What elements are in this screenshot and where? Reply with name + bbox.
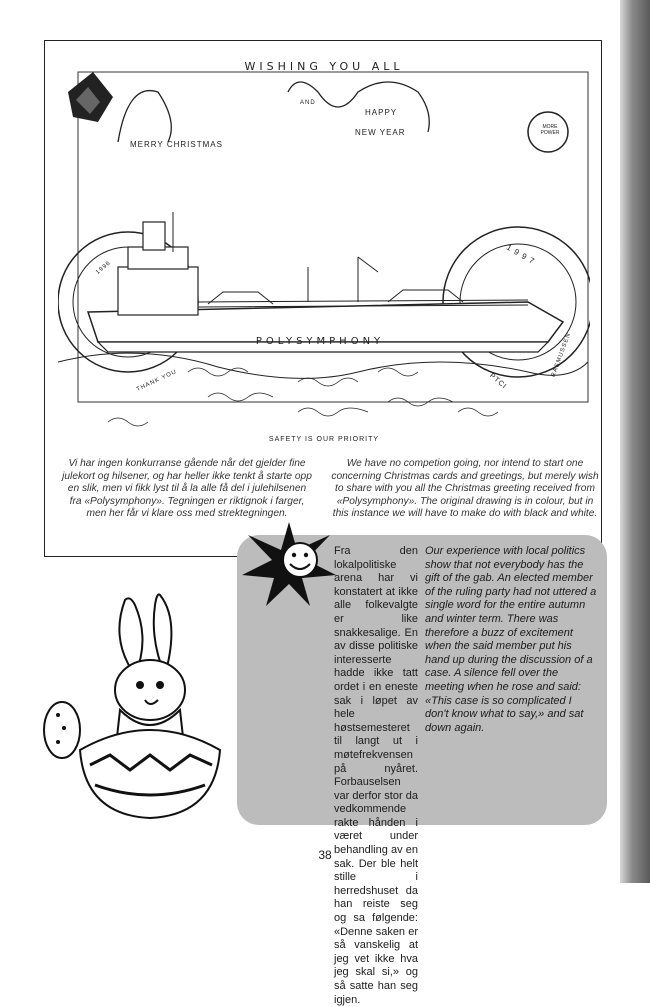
- merry-christmas-text: MERRY CHRISTMAS: [130, 140, 223, 149]
- thank-you-text: THANK YOU: [135, 369, 179, 393]
- year-left-text: 1996: [95, 260, 113, 276]
- and-text: AND: [300, 100, 316, 106]
- caption-norwegian: Vi har ingen konkurranse gående når det gjelder fine julekort og hilsener, og har heller ikke tenkt å starte opp en slik, men vi fikk lyst til å la alle få del i julehilsenen fra «Polysymphony». Tegningen er riktignok i farger, men her får vi klare oss med strektegningen.: [62, 458, 312, 519]
- ship-name-text: POLYSYMPHONY: [255, 336, 385, 347]
- bunny-in-egg-illustration: [40, 580, 240, 820]
- bell-icon: [68, 72, 113, 122]
- page-edge-shadow: [620, 0, 650, 883]
- story-english: Our experience with local politics show that not everybody has the gift of the gab. An elected member of the ruling party had not uttered a single word for the entire autumn and winter term. There was therefore a buzz of excitement when the said member put his hand up during the discussion of a case. A silence fell over the meeting when he rose and said: «This case is so complicated I don't know what to say,» and sat down again.: [425, 545, 597, 734]
- happy-text: HAPPY: [365, 108, 398, 117]
- caption-english: We have no competion going, nor intend to start one concerning Christmas cards and greetings, but merely wish to share with you all the Christmas greeting received from «Polysymphony». The original drawing is in colour, but in this instance we will have to make do with black and white.: [331, 458, 599, 519]
- christmas-card-drawing: [58, 52, 590, 492]
- ptci-text: PTCI: [488, 372, 508, 391]
- story-norwegian-text: Fra den lokalpolitiske arena har vi konstatert at ikke alle folkevalgte er like snakkesalige. En av disse politiske interesserte hadde ikke tatt ordet i en eneste sak i løpet av hele høstsemesteret til langt ut i møtefrekvensen på nyåret. Forbauselsen var derfor stor da vedkommende rakte hånden i været under behandling av en sak. Der ble helt stille i herredshuset da han reiste seg og sa følgende: «Denne saken er så vanskelig at jeg vet ikke hva jeg skal si,» og så satte han seg igjen.: [334, 545, 418, 1006]
- safety-caption: SAFETY IS OUR PRIORITY: [268, 436, 380, 443]
- year-right-text: 1 9 9 7: [504, 242, 537, 267]
- new-year-text: NEW YEAR: [355, 128, 406, 137]
- rasmussen-text: RASMUSSEN: [550, 331, 573, 379]
- more-power-badge: MORE POWER: [540, 124, 560, 136]
- wishing-heading: WISHING YOU ALL: [244, 60, 404, 73]
- page-number: 38: [318, 848, 332, 862]
